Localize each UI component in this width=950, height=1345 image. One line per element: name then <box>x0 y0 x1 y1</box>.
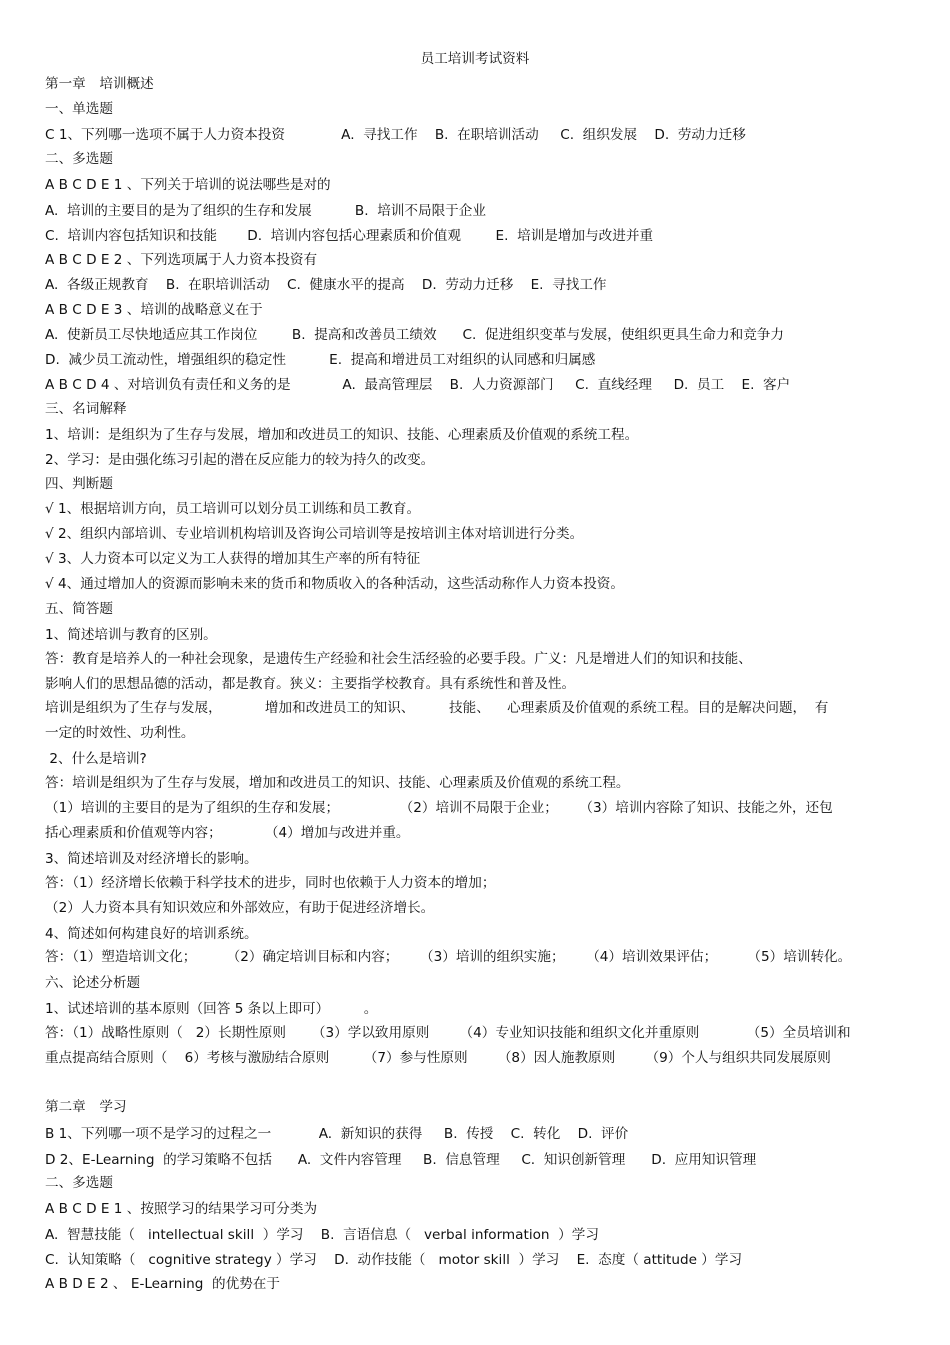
question-line: A B C D E 1 、按照学习的结果学习可分类为 <box>45 1201 318 1217</box>
question-line: A B C D E 3 、培训的战略意义在于 <box>45 302 263 318</box>
judgement-line: √ 3、人力资本可以定义为工人获得的增加其生产率的所有特征 <box>45 551 421 567</box>
question-line: B 1、下列哪一项不是学习的过程之一 A. 新知识的获得 B. 传授 C. 转化 D. 评价 <box>45 1126 629 1142</box>
short-answer-question: 1、简述培训与教育的区别。 <box>45 627 217 643</box>
answer-text: 答：（1）塑造培训文化； （2）确定培训目标和内容； （3）培训的组织实施； （4）培训效果评估； （5）培训转化。 <box>45 949 852 965</box>
short-answer-question: 2、什么是培训? <box>45 751 147 767</box>
term-definition: 1、培训：是组织为了生存与发展，增加和改进员工的知识、技能、心理素质及价值观的系统工程。 <box>45 427 639 443</box>
answer-text: 括心理素质和价值观等内容； （4）增加与改进并重。 <box>45 825 410 841</box>
answer-text: 重点提高结合原则（ 6）考核与激励结合原则 （7）参与性原则 （8）因人施教原则 （9）个人与组织共同发展原则 <box>45 1050 831 1066</box>
chapter-2-heading: 第二章 学习 <box>45 1099 127 1115</box>
option-line: D. 减少员工流动性，增强组织的稳定性 E. 提高和增进员工对组织的认同感和归属感 <box>45 352 596 368</box>
option-line: A. 智慧技能（ intellectual skill ）学习 B. 言语信息（ verbal information ）学习 <box>45 1227 599 1243</box>
short-answer-question: 3、简述培训及对经济增长的影响。 <box>45 851 258 867</box>
judgement-line: √ 1、根据培训方向，员工培训可以划分员工训练和员工教育。 <box>45 501 421 517</box>
section-heading-terms: 三、名词解释 <box>45 401 127 417</box>
document-title: 员工培训考试资料 <box>420 51 530 67</box>
section-heading-single-choice: 一、单选题 <box>45 101 113 117</box>
option-line: A. 培训的主要目的是为了组织的生存和发展 B. 培训不局限于企业 <box>45 203 486 219</box>
answer-text: 一定的时效性、功利性。 <box>45 725 195 741</box>
short-answer-question: 4、简述如何构建良好的培训系统。 <box>45 926 258 942</box>
question-line: A B C D 4 、对培训负有责任和义务的是 A. 最高管理层 B. 人力资源部门 C. 直线经理 D. 员工 E. 客户 <box>45 377 791 393</box>
answer-text: 答：培训是组织为了生存与发展，增加和改进员工的知识、技能、心理素质及价值观的系统工程。 <box>45 775 630 791</box>
essay-question: 1、试述培训的基本原则（回答 5 条以上即可） 。 <box>45 1001 378 1017</box>
term-definition: 2、学习：是由强化练习引起的潜在反应能力的较为持久的改变。 <box>45 452 435 468</box>
question-line: A B D E 2 、 E-Learning 的优势在于 <box>45 1276 280 1292</box>
answer-text: （1）培训的主要目的是为了组织的生存和发展； （2）培训不局限于企业； （3）培训内容除了知识、技能之外，还包 <box>45 800 833 816</box>
question-line: A B C D E 2 、下列选项属于人力资本投资有 <box>45 252 318 268</box>
answer-text: 培训是组织为了生存与发展， 增加和改进员工的知识、 技能、 心理素质及价值观的系统工程。目的是解决问题， 有 <box>45 700 829 716</box>
answer-text: （2）人力资本具有知识效应和外部效应，有助于促进经济增长。 <box>45 900 435 916</box>
option-line: A. 使新员工尽快地适应其工作岗位 B. 提高和改善员工绩效 C. 促进组织变革与发展，使组织更具生命力和竞争力 <box>45 327 784 343</box>
question-line: A B C D E 1 、下列关于培训的说法哪些是对的 <box>45 177 331 193</box>
option-line: A. 各级正规教育 B. 在职培训活动 C. 健康水平的提高 D. 劳动力迁移 E. 寻找工作 <box>45 277 607 293</box>
section-heading-true-false: 四、判断题 <box>45 476 113 492</box>
judgement-line: √ 2、组织内部培训、专业培训机构培训及咨询公司培训等是按培训主体对培训进行分类。 <box>45 526 584 542</box>
answer-text: 答：教育是培养人的一种社会现象，是遗传生产经验和社会生活经验的必要手段。广义：凡是增进人们的知识和技能、 <box>45 651 752 667</box>
section-heading-short-answer: 五、简答题 <box>45 601 113 617</box>
option-line: C. 培训内容包括知识和技能 D. 培训内容包括心理素质和价值观 E. 培训是增加与改进并重 <box>45 228 654 244</box>
answer-text: 答：（1）战略性原则（ 2）长期性原则 （3）学以致用原则 （4）专业知识技能和组织文化并重原则 （5）全员培训和 <box>45 1025 851 1041</box>
answer-text: 答：（1）经济增长依赖于科学技术的进步，同时也依赖于人力资本的增加； <box>45 875 496 891</box>
answer-text: 影响人们的思想品德的活动，都是教育。狭义：主要指学校教育。具有系统性和普及性。 <box>45 676 576 692</box>
question-line: C 1、下列哪一选项不属于人力资本投资 A. 寻找工作 B. 在职培训活动 C. 组织发展 D. 劳动力迁移 <box>45 127 746 143</box>
judgement-line: √ 4、通过增加人的资源而影响未来的货币和物质收入的各种活动，这些活动称作人力资本投资。 <box>45 576 624 592</box>
section-heading-multiple-choice: 二、多选题 <box>45 151 113 167</box>
question-line: D 2、E-Learning 的学习策略不包括 A. 文件内容管理 B. 信息管理 C. 知识创新管理 D. 应用知识管理 <box>45 1152 757 1168</box>
section-heading-essay: 六、论述分析题 <box>45 975 141 991</box>
chapter-1-heading: 第一章 培训概述 <box>45 76 154 92</box>
option-line: C. 认知策略（ cognitive strategy ）学习 D. 动作技能（ motor skill ）学习 E. 态度（ attitude ）学习 <box>45 1252 743 1268</box>
section-heading-multiple-choice: 二、多选题 <box>45 1175 113 1191</box>
